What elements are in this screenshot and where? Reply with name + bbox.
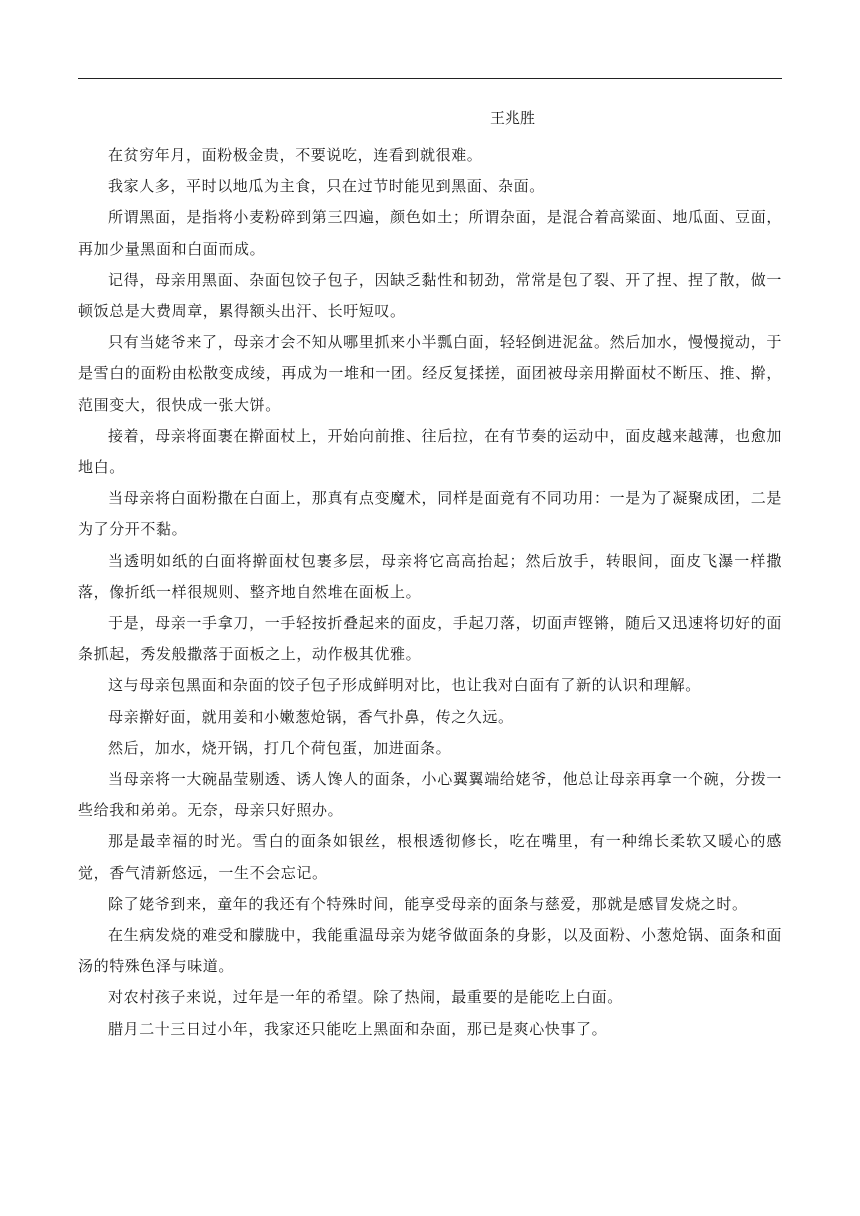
paragraph: 腊月二十三日过小年，我家还只能吃上黑面和杂面，那已是爽心快事了。 (108, 1019, 608, 1038)
paragraph: 母亲擀好面，就用姜和小嫩葱炝锅，香气扑鼻，传之久远。 (108, 707, 514, 726)
paragraph: 于是，母亲一手拿刀，一手轻按折叠起来的面皮，手起刀落，切面声铿锵，随后又迅速将切好的面条抓起，秀发般撒落于面板之上，动作极其优雅。 (78, 614, 782, 664)
paragraph: 当母亲将一大碗晶莹剔透、诱人馋人的面条，小心翼翼端给姥爷，他总让母亲再拿一个碗，分拨一些给我和弟弟。无奈，母亲只好照办。 (78, 770, 782, 820)
article-body (78, 140, 782, 1045)
paragraph: 接着，母亲将面裹在擀面杖上，开始向前推、往后拉，在有节奏的运动中，面皮越来越薄，也愈加地白。 (78, 426, 782, 477)
paragraph: 除了姥爷到来，童年的我还有个特殊时间，能享受母亲的面条与慈爱，那就是感冒发烧之时。 (108, 894, 748, 913)
paragraph: 记得，母亲用黑面、杂面包饺子包子，因缺乏黏性和韧劲，常常是包了裂、开了捏、捏了散，做一顿饭总是大费周章，累得额头出汗、长吁短叹。 (78, 270, 782, 321)
paragraph: 这与母亲包黑面和杂面的饺子包子形成鲜明对比，也让我对白面有了新的认识和理解。 (108, 676, 701, 695)
paragraph: 我家人多，平时以地瓜为主食，只在过节时能见到黑面、杂面。 (108, 177, 545, 196)
paragraph: 那是最幸福的时光。雪白的面条如银丝，根根透彻修长，吃在嘴里，有一种绵长柔软又暖心的感觉，香气清新悠远，一生不会忘记。 (78, 832, 782, 882)
paragraph: 对农村孩子来说，过年是一年的希望。除了热闹，最重要的是能吃上白面。 (108, 988, 623, 1007)
header-rule (78, 78, 782, 79)
paragraph: 当透明如纸的白面将擀面杖包裹多层，母亲将它高高抬起；然后放手，转眼间，面皮飞瀑一样撒落，像折纸一样很规则、整齐地自然堆在面板上。 (78, 551, 782, 601)
paragraph: 在贫穷年月，面粉极金贵，不要说吃，连看到就很难。 (108, 146, 483, 164)
paragraph: 只有当姥爷来了，母亲才会不知从哪里抓来小半瓢白面，轻轻倒进泥盆。然后加水，慢慢搅动，于是雪白的面粉由松散变成绫，再成为一堆和一团。经反复揉搓，面团被母亲用擀面杖不断压、推、擀，范围变大，很快成一张大饼。 (78, 333, 782, 414)
paragraph: 然后，加水，烧开锅，打几个荷包蛋，加进面条。 (108, 738, 452, 757)
paragraph: 在生病发烧的难受和朦胧中，我能重温母亲为姥爷做面条的身影，以及面粉、小葱炝锅、面条和面汤的特殊色泽与味道。 (78, 926, 782, 976)
paragraph: 所谓黑面，是指将小麦粉碎到第三四遍，颜色如土；所谓杂面，是混合着高粱面、地瓜面、豆面，再加少量黑面和白面而成。 (78, 208, 782, 258)
author-name: 王兆胜 (490, 109, 536, 127)
paragraph: 当母亲将白面粉撒在白面上，那真有点变魔术，同样是面竟有不同功用：一是为了凝聚成团，二是为了分开不黏。 (78, 489, 782, 539)
